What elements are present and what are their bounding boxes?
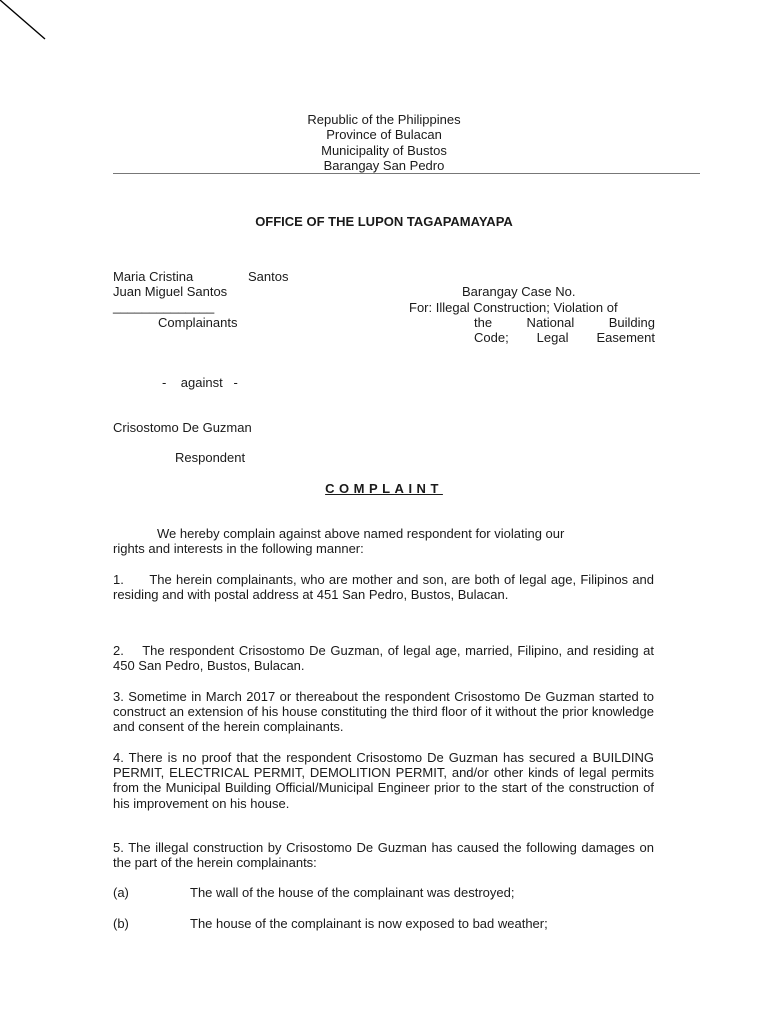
complaint-title: COMPLAINT — [325, 481, 443, 496]
complainants-label: Complainants — [158, 315, 238, 330]
letterhead — [0, 112, 768, 174]
case-nature-line-2: the National Building — [474, 315, 655, 330]
complainant-2-name: Juan Miguel Santos — [113, 284, 228, 299]
item-b-text: The house of the complainant is now exposed to bad weather; — [190, 916, 548, 931]
paragraph-3: 3. Sometime in March 2017 or thereabout the respondent Crisostomo De Guzman started to construct an extension of his house constituting the third floor of it without the prior knowledge and consent of the herein complainants. — [113, 689, 654, 735]
office-title: OFFICE OF THE LUPON TAGAPAMAYAPA — [255, 214, 513, 229]
complainant-1-first-name: Maria Cristina — [113, 269, 194, 284]
header-line-municipality: Municipality of Bustos — [321, 142, 447, 158]
respondent-label: Respondent — [175, 450, 246, 465]
against-label: - against - — [162, 375, 238, 390]
header-divider — [113, 173, 700, 174]
item-a-label: (a) — [113, 885, 129, 900]
case-nature-line-1: For: Illegal Construction; Violation of — [409, 300, 618, 315]
intro-line-2: rights and interests in the following manner: — [113, 541, 364, 556]
paragraph-1: 1. The herein complainants, who are mother and son, are both of legal age, Filipinos and residing and with postal address at 451 San Pedro, Bustos, Bulacan. — [113, 572, 654, 603]
blank-line: ______________ — [113, 299, 215, 314]
case-nature-continuation — [474, 315, 655, 345]
intro-line-1: We hereby complain against above named respondent for violating our — [157, 526, 565, 541]
paragraph-5: 5. The illegal construction by Crisostomo De Guzman has caused the following damages on the part of the herein complainants: — [113, 840, 654, 871]
paragraph-4: 4. There is no proof that the respondent Crisostomo De Guzman has secured a BUILDING PERMIT, ELECTRICAL PERMIT, DEMOLITION PERMIT, and/or other kinds of legal permits from the Municipal Building Official/Municipal Engineer prior to the start of the construction of his improvement on his house. — [113, 750, 654, 811]
header-line-barangay: Barangay San Pedro — [323, 158, 445, 174]
paragraph-2: 2. The respondent Crisostomo De Guzman, of legal age, married, Filipino, and residing at 450 San Pedro, Bustos, Bulacan. — [113, 643, 654, 674]
case-nature-line-3: Code; Legal Easement — [474, 330, 655, 345]
header-line-province: Province of Bulacan — [326, 127, 442, 143]
corner-fold-line — [0, 0, 60, 50]
item-a-text: The wall of the house of the complainant was destroyed; — [190, 885, 515, 900]
item-b-label: (b) — [113, 916, 129, 931]
header-line-republic: Republic of the Philippines — [307, 112, 461, 127]
case-number-label: Barangay Case No. — [462, 284, 576, 299]
complainant-1-last-name: Santos — [248, 269, 289, 284]
respondent-name: Crisostomo De Guzman — [113, 420, 252, 435]
